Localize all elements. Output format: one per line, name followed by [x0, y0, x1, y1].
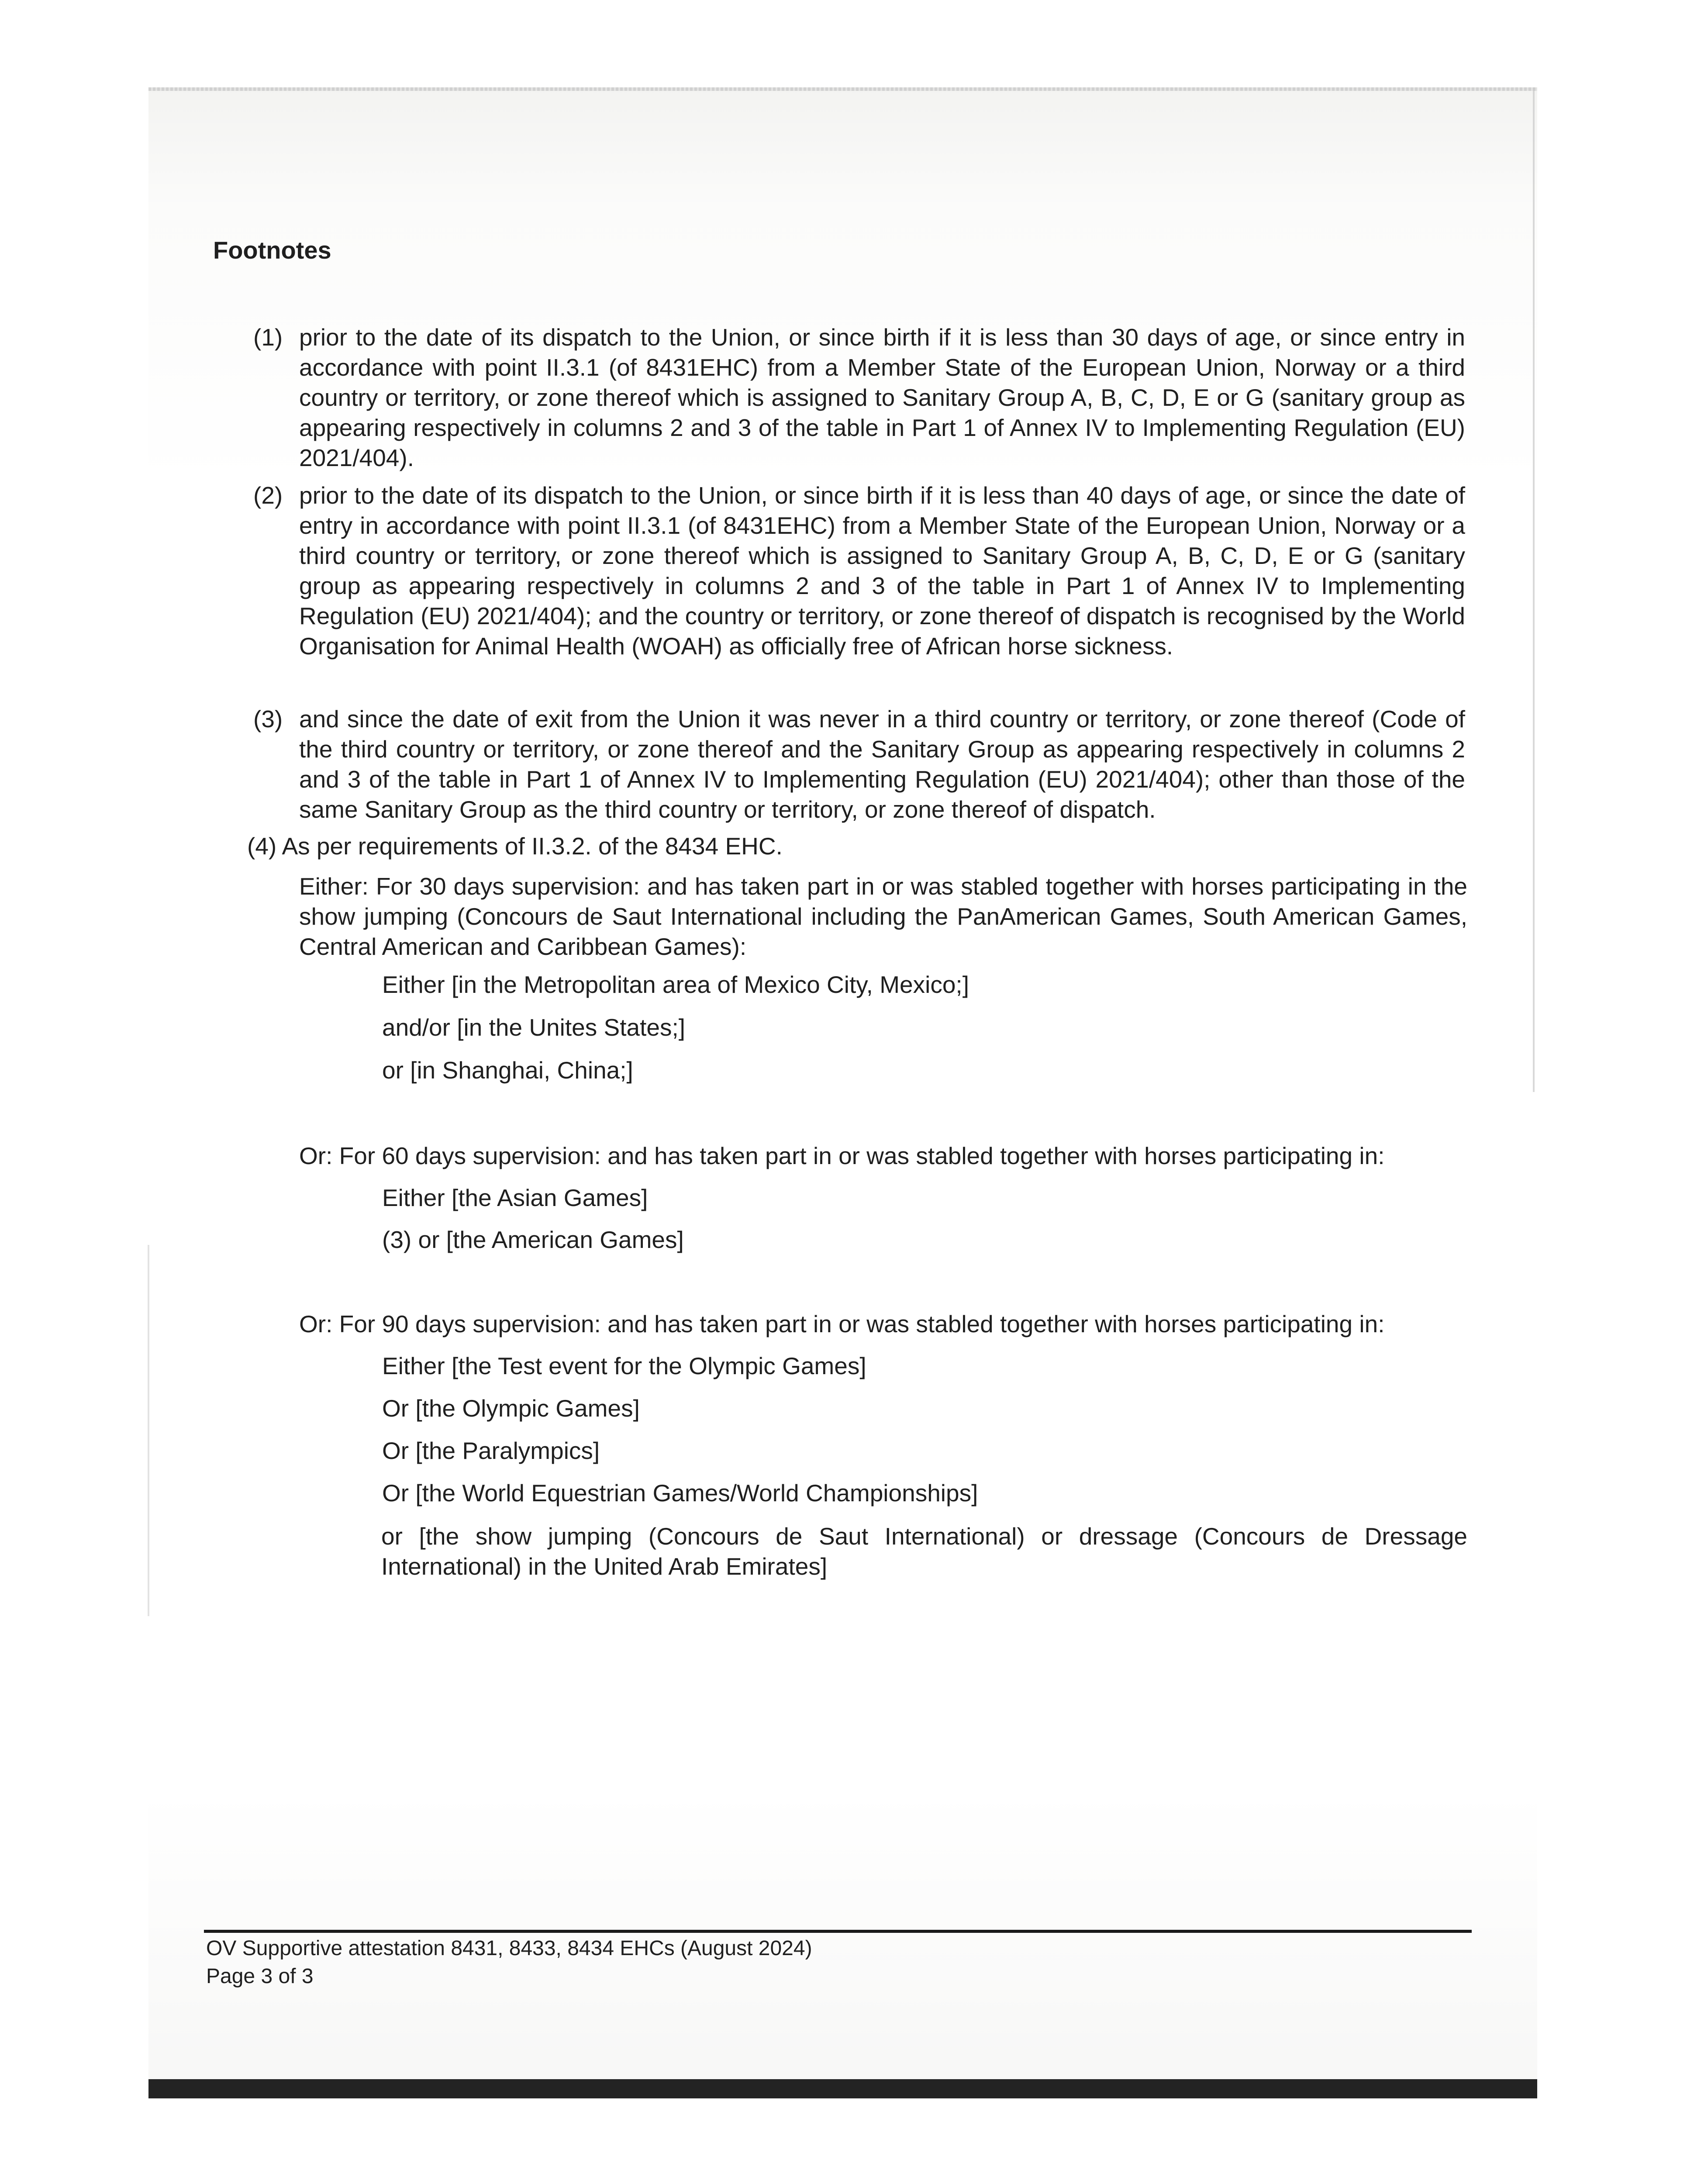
footnote-4-either-30-days: Either: For 30 days supervision: and has taken part in or was stabled together with horses participating in the show jumping (Concours de Saut International including the PanAmerican Games, South American Games, Central American and Caribbean Games): — [299, 873, 1467, 960]
paper-left-edge — [148, 1245, 149, 1616]
footnote-text: prior to the date of its dispatch to the Union, or since birth if it is less than 30 days of age, or since entry in accordance with point II.3.1 (of 8431EHC) from a Member State of the European Union, Norway or a third country or territory, or zone thereof which is assigned to Sanitary Group A, B, C, D, E or G (sanitary group as appearing respectively in columns 2 and 3 of the table in Part 1 of Annex IV to Implementing Regulation (EU) 2021/404). — [299, 324, 1465, 471]
option-30-days-united-states: and/or [in the Unites States;] — [382, 1014, 685, 1041]
footnote-4-title: (4) As per requirements of II.3.2. of the 8434 EHC. — [247, 833, 783, 860]
option-30-days-mexico: Either [in the Metropolitan area of Mexico City, Mexico;] — [382, 971, 969, 998]
footnote-number: (1) — [253, 324, 283, 351]
footer-divider — [204, 1930, 1472, 1933]
footer-document-title: OV Supportive attestation 8431, 8433, 8434 EHCs (August 2024) — [206, 1937, 812, 1960]
footnote-4-or-60-days: Or: For 60 days supervision: and has taken part in or was stabled together with horses participating in: — [299, 1142, 1385, 1169]
scan-bottom-shadow — [148, 2079, 1537, 2098]
option-90-days-olympic-test-event: Either [the Test event for the Olympic Games] — [382, 1352, 866, 1379]
option-90-days-uae-events: or [the show jumping (Concours de Saut International) or dressage (Concours de Dressage International) in the United Arab Emirates] — [381, 1523, 1467, 1580]
footnote-3 — [253, 704, 1467, 826]
footnote-number: (2) — [253, 482, 283, 509]
option-90-days-olympic-games: Or [the Olympic Games] — [382, 1395, 640, 1422]
paper-top-edge — [148, 87, 1537, 91]
footnote-text: prior to the date of its dispatch to the Union, or since birth if it is less than 40 days of age, or since the date of entry in accordance with point II.3.1 (of 8431EHC) from a Member State of the European Union, Norway or a third country or territory, or zone thereof which is assigned to Sanitary Group A, B, C, D, E or G (sanitary group as appearing respectively in columns 2 and 3 of the table in Part 1 of Annex IV to Implementing Regulation (EU) 2021/404); and the country or territory, or zone thereof of dispatch is recognised by the World Organisation for Animal Health (WOAH) as officially free of African horse sickness. — [299, 482, 1465, 660]
footnote-1 — [253, 322, 1467, 473]
footnote-4-or-90-days: Or: For 90 days supervision: and has taken part in or was stabled together with horses participating in: — [299, 1310, 1385, 1337]
footnote-text: and since the date of exit from the Union it was never in a third country or territory, or zone thereof (Code of the third country or territory, or zone thereof and the Sanitary Group as appearing respectively in columns 2 and 3 of the table in Part 1 of Annex IV to Implementing Regulation (EU) 2021/404); other than those of the same Sanitary Group as the third country or territory, or zone thereof of dispatch. — [299, 705, 1465, 823]
footnote-number: (3) — [253, 705, 283, 733]
option-60-days-asian-games: Either [the Asian Games] — [382, 1184, 648, 1211]
option-60-days-american-games: (3) or [the American Games] — [382, 1226, 684, 1253]
paper-right-edge — [1533, 87, 1535, 1092]
footer-page-number: Page 3 of 3 — [206, 1965, 314, 1988]
option-90-days-world-equestrian-games: Or [the World Equestrian Games/World Championships] — [382, 1479, 978, 1507]
page-heading: Footnotes — [213, 236, 331, 264]
option-30-days-shanghai: or [in Shanghai, China;] — [382, 1057, 633, 1084]
footnote-2 — [253, 480, 1467, 692]
option-90-days-paralympics: Or [the Paralympics] — [382, 1437, 600, 1464]
